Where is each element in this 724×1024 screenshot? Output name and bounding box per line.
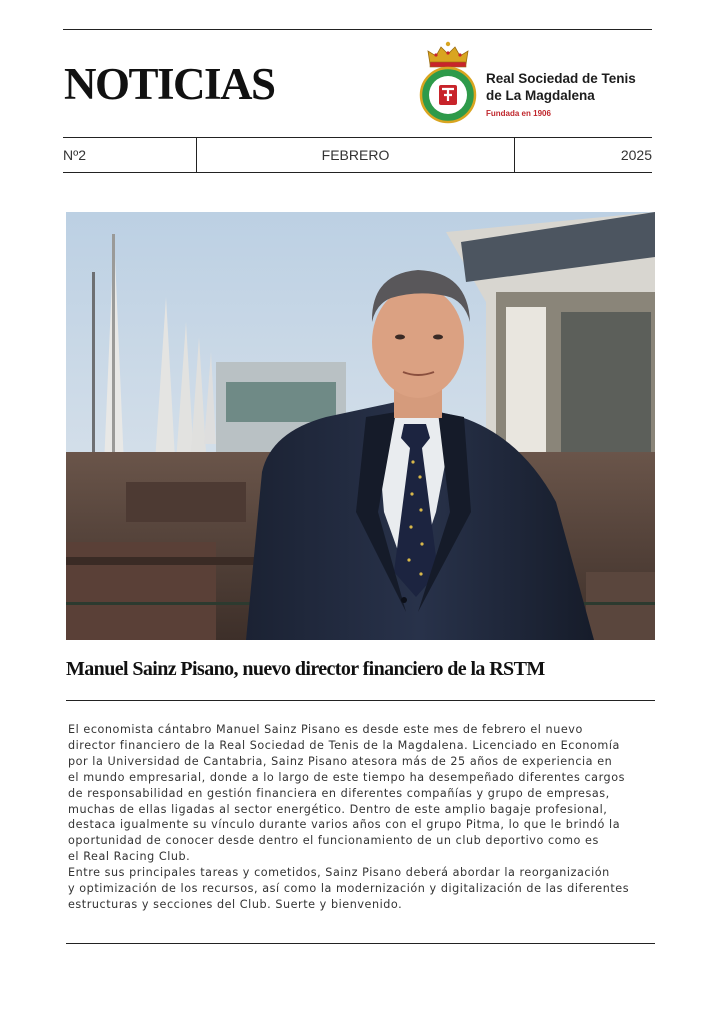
masthead-title: NOTICIAS (64, 59, 275, 109)
body-line: Entre sus principales tareas y cometidos, Sainz Pisano deberá abordar la reorganización (68, 866, 610, 880)
issue-bar (63, 137, 652, 173)
body-line: El economista cántabro Manuel Sainz Pisano es desde este mes de febrero el nuevo (68, 723, 583, 736)
body-line: estructuras y secciones del Club. Suerte y bienvenido. (68, 897, 403, 911)
body-line: oportunidad de conocer desde dentro el funcionamiento de un club deportivo como es (68, 834, 599, 848)
issue-month: FEBRERO (321, 147, 390, 163)
body-line: director financiero de la Real Sociedad de Tenis de la Magdalena. Licenciado en Economía (68, 738, 620, 752)
article-headline: Manuel Sainz Pisano, nuevo director financiero de la RSTM (66, 658, 545, 680)
body-line: destaca igualmente su vínculo durante varios años con el grupo Pitma, lo que le brindó la (68, 818, 621, 832)
issue-number: Nº2 (63, 147, 87, 163)
club-emblem-icon (414, 40, 482, 126)
issue-year: 2025 (620, 147, 652, 163)
club-logo (414, 40, 654, 126)
club-name-line1: Real Sociedad de Tenis (486, 71, 636, 86)
founded-label: Fundada en 1906 (486, 109, 551, 118)
body-line: muchas de ellas ligadas al sector energético. Dentro de este amplio bagaje profesional, (68, 802, 608, 816)
club-name-line2: de La Magdalena (486, 88, 595, 103)
body-line: por la Universidad de Cantabria, Sainz Pisano atesora más de 25 años de experiencia en (68, 754, 613, 768)
body-line: el mundo empresarial, donde a lo largo de este tiempo ha desempeñado diferentes cargos (68, 770, 625, 784)
headline-rule (66, 700, 655, 701)
body-line: de responsabilidad en gestión financiera en diferentes compañías y grupo de empresas, (68, 786, 610, 800)
issue-bar-bottom-rule (63, 172, 652, 173)
body-line: el Real Racing Club. (68, 850, 191, 864)
club-name (486, 70, 656, 104)
bottom-rule (66, 943, 655, 944)
top-rule (63, 29, 652, 30)
body-line: y optimización de los recursos, así como la modernización y digitalización de las diferentes (68, 882, 630, 896)
portrait-photo (66, 212, 655, 640)
article-photo (66, 212, 655, 640)
article-body (68, 722, 668, 913)
crown-icon (428, 42, 468, 67)
